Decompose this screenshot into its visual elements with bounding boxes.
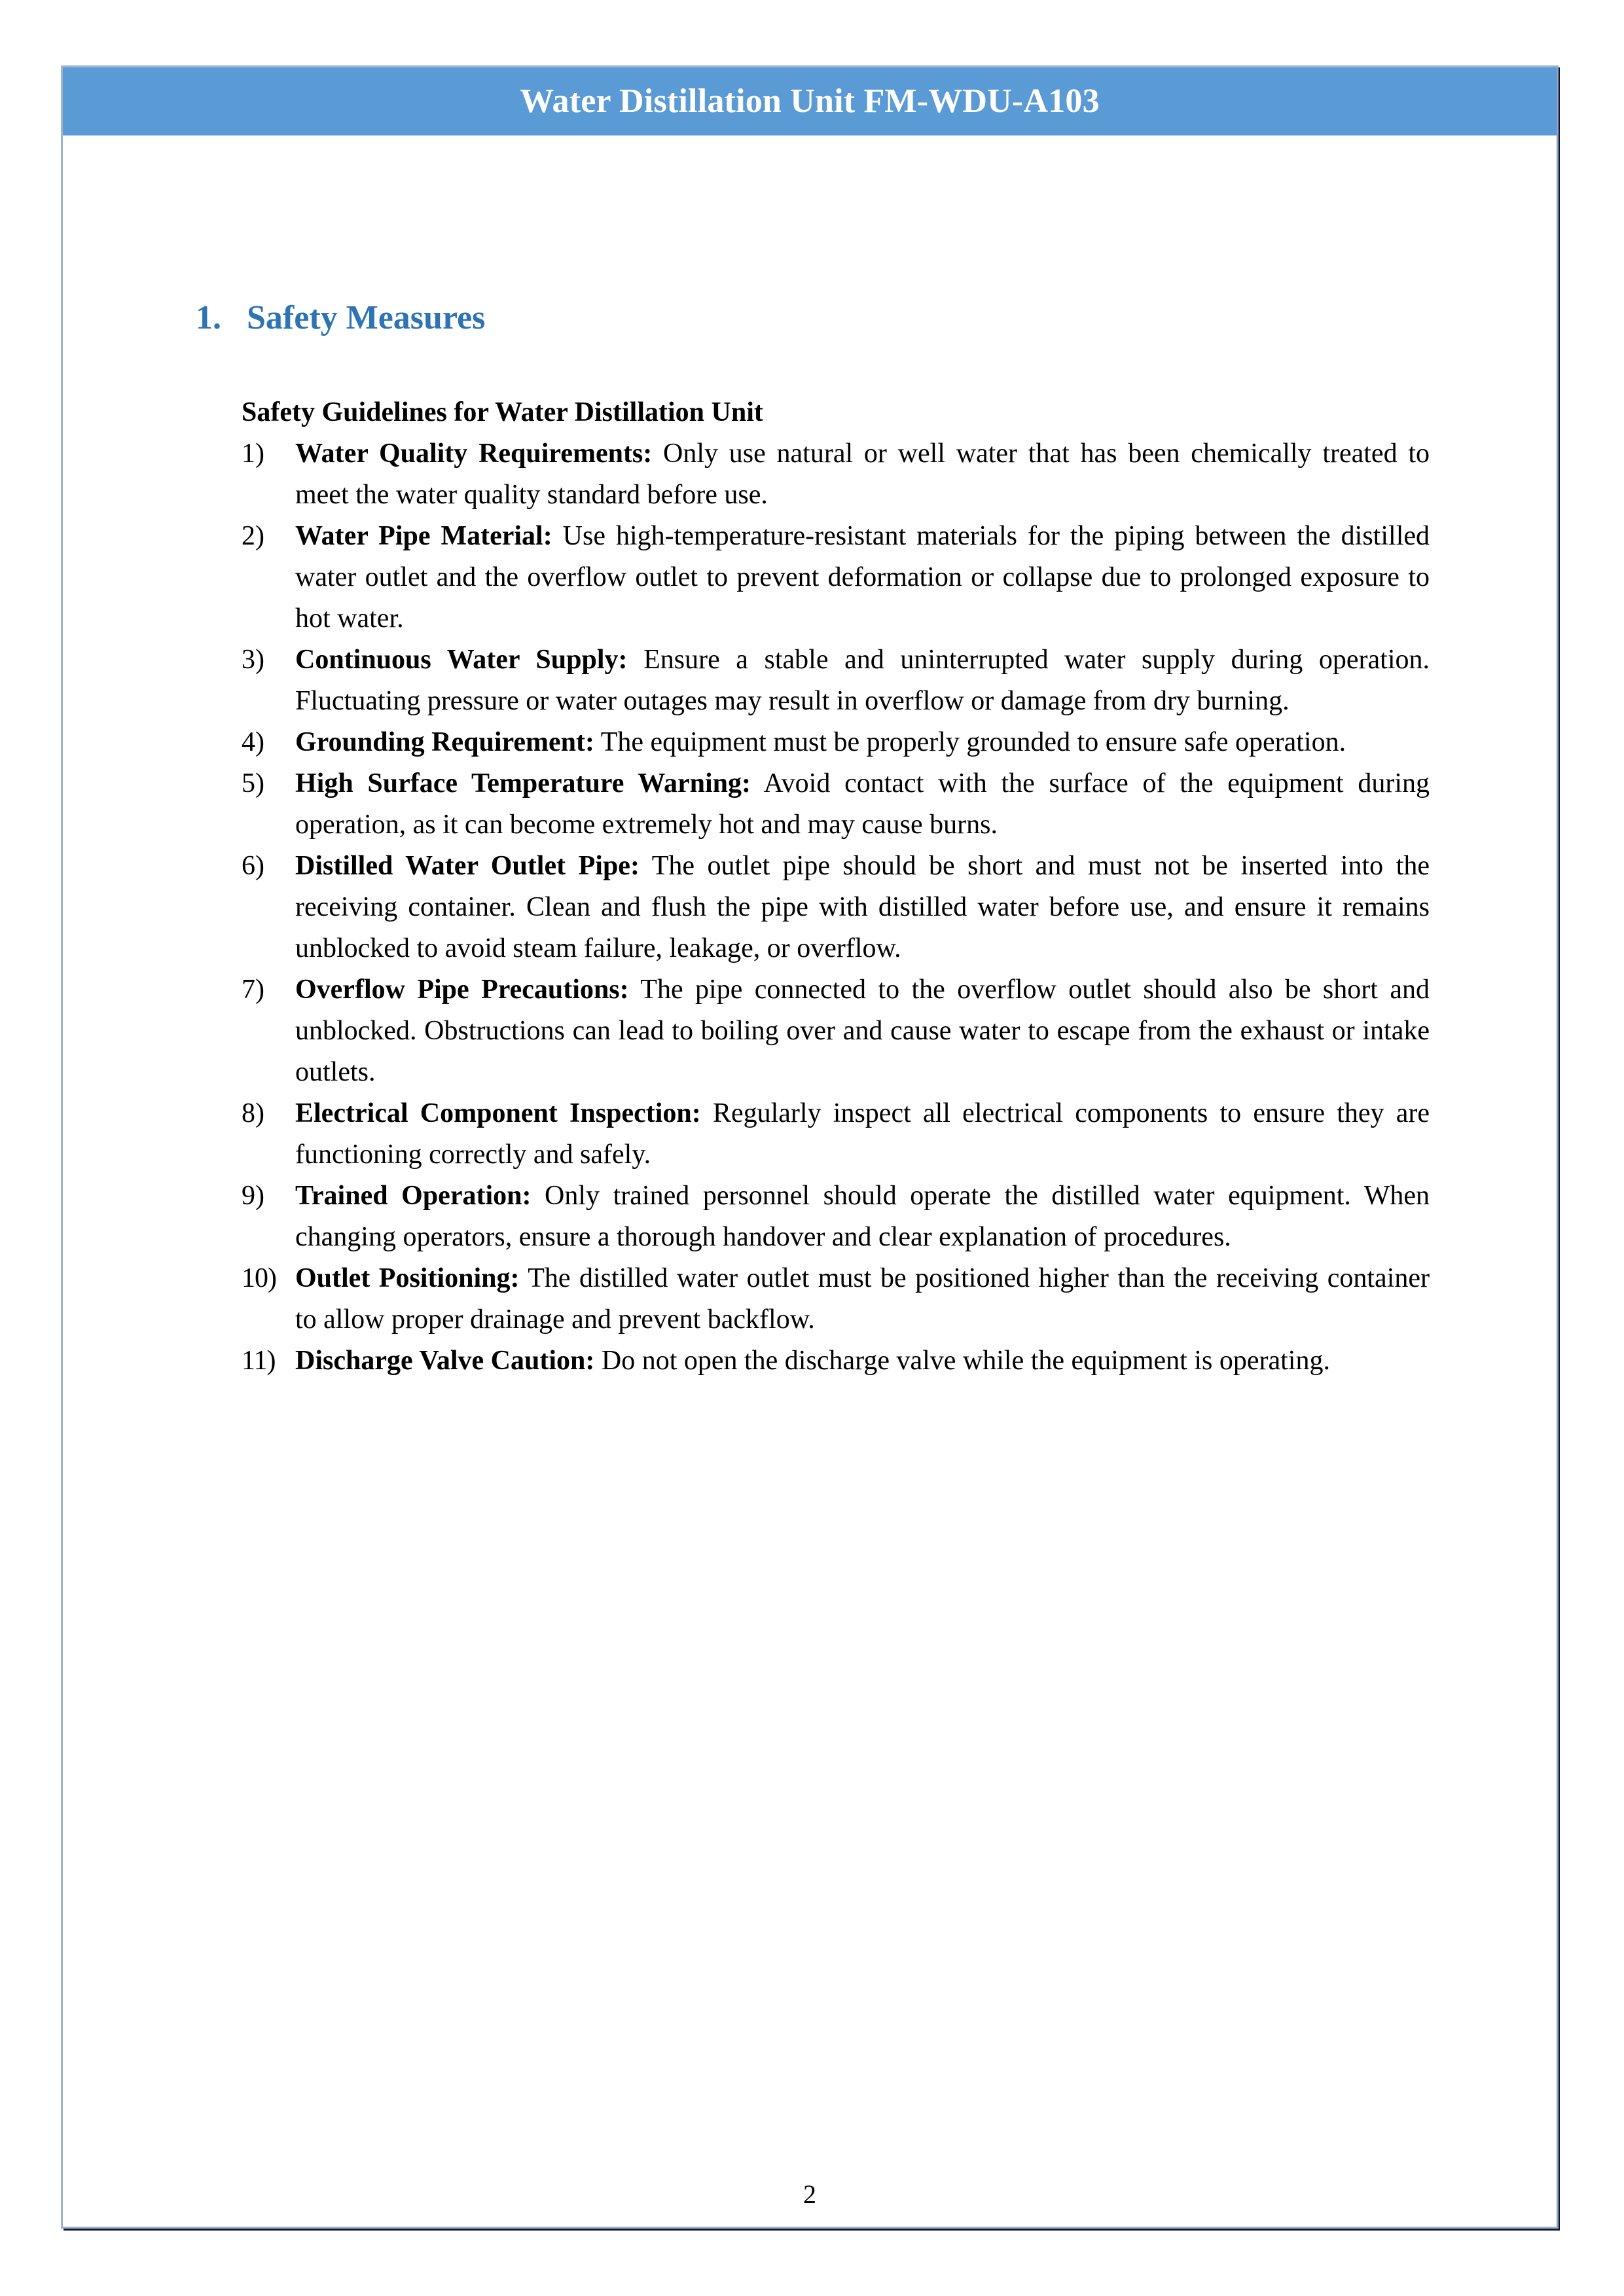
list-item [242, 969, 1430, 1093]
list-item-title: Electrical Component Inspection: [295, 1098, 701, 1128]
list-item-text: The outlet pipe should be short and must not be inserted into the receiving container. Clean and flush the pipe with distilled water before use, and ensure it remains unblocked to avoid steam failure, leakage, or overflow. [295, 851, 1430, 963]
list-item-marker: 6) [242, 851, 264, 881]
list-item-marker: 1) [242, 439, 264, 469]
list-item-marker: 9) [242, 1181, 264, 1211]
list-item [242, 639, 1430, 722]
list-item [242, 846, 1430, 969]
list-item-title: Distilled Water Outlet Pipe: [295, 851, 640, 881]
list-item-text: The equipment must be properly grounded to ensure safe operation. [594, 727, 1346, 757]
document-page [61, 65, 1559, 2229]
list-item-title: Water Pipe Material: [295, 521, 552, 551]
list-item-text: Use high-temperature-resistant materials for the piping between the distilled water outlet and the overflow outlet to prevent deformation or collapse due to prolonged exposure to hot water. [295, 521, 1430, 634]
list-item [242, 1340, 1430, 1382]
list-item [242, 763, 1430, 846]
list-item-text: Regularly inspect all electrical components to ensure they are functioning correctly and safely. [295, 1098, 1430, 1170]
list-item-text: Only use natural or well water that has been chemically treated to meet the water quality standard before use. [295, 439, 1430, 510]
list-item-marker: 5) [242, 768, 264, 798]
list-item-text: Do not open the discharge valve while the equipment is operating. [594, 1346, 1330, 1376]
list-item-text: The pipe connected to the overflow outlet should also be short and unblocked. Obstructions can lead to boiling over and cause water to escape from the exhaust or intake outlets. [295, 975, 1430, 1087]
list-item-title: Trained Operation: [295, 1181, 532, 1211]
list-item-title: High Surface Temperature Warning: [295, 768, 751, 798]
list-item-title: Continuous Water Supply: [295, 645, 628, 675]
list-item-marker: 2) [242, 521, 264, 551]
list-item [242, 516, 1430, 639]
list-item-text: Ensure a stable and uninterrupted water supply during operation. Fluctuating pressure or water outages may result in overflow or damage from dry burning. [295, 645, 1430, 716]
list-item-marker: 10) [242, 1263, 276, 1293]
list-item-marker: 11) [242, 1346, 276, 1376]
safety-measures-list [242, 433, 1430, 1382]
document-title: Water Distillation Unit FM-WDU-A103 [520, 82, 1100, 120]
list-item-marker: 3) [242, 645, 264, 675]
list-item [242, 1093, 1430, 1175]
list-item [242, 1175, 1430, 1258]
safety-guidelines-subheading: Safety Guidelines for Water Distillation Unit [242, 397, 763, 427]
section-number: 1. [196, 299, 221, 336]
list-item-text: Avoid contact with the surface of the equipment during operation, as it can become extremely hot and may cause burns. [295, 768, 1430, 840]
list-item-text: The distilled water outlet must be positioned higher than the receiving container to allow proper drainage and prevent backflow. [295, 1263, 1430, 1335]
list-item [242, 722, 1430, 763]
document-header-banner [63, 67, 1557, 135]
list-item [242, 1258, 1430, 1340]
page-number: 2 [803, 2179, 816, 2209]
list-item-marker: 7) [242, 975, 264, 1005]
section-heading [196, 301, 485, 335]
page-content [63, 135, 1557, 2227]
list-item-marker: 8) [242, 1098, 264, 1128]
section-title: Safety Measures [247, 299, 486, 336]
safety-guidelines-block [242, 392, 1430, 1382]
list-item-text: Only trained personnel should operate the distilled water equipment. When changing operators, ensure a thorough handover and clear explanation of procedures. [295, 1181, 1430, 1252]
list-item-title: Outlet Positioning: [295, 1263, 520, 1293]
list-item-title: Overflow Pipe Precautions: [295, 975, 629, 1005]
list-item-title: Grounding Requirement: [295, 727, 594, 757]
list-item [242, 433, 1430, 516]
list-item-marker: 4) [242, 727, 264, 757]
list-item-title: Water Quality Requirements: [295, 439, 653, 469]
list-item-title: Discharge Valve Caution: [295, 1346, 595, 1376]
